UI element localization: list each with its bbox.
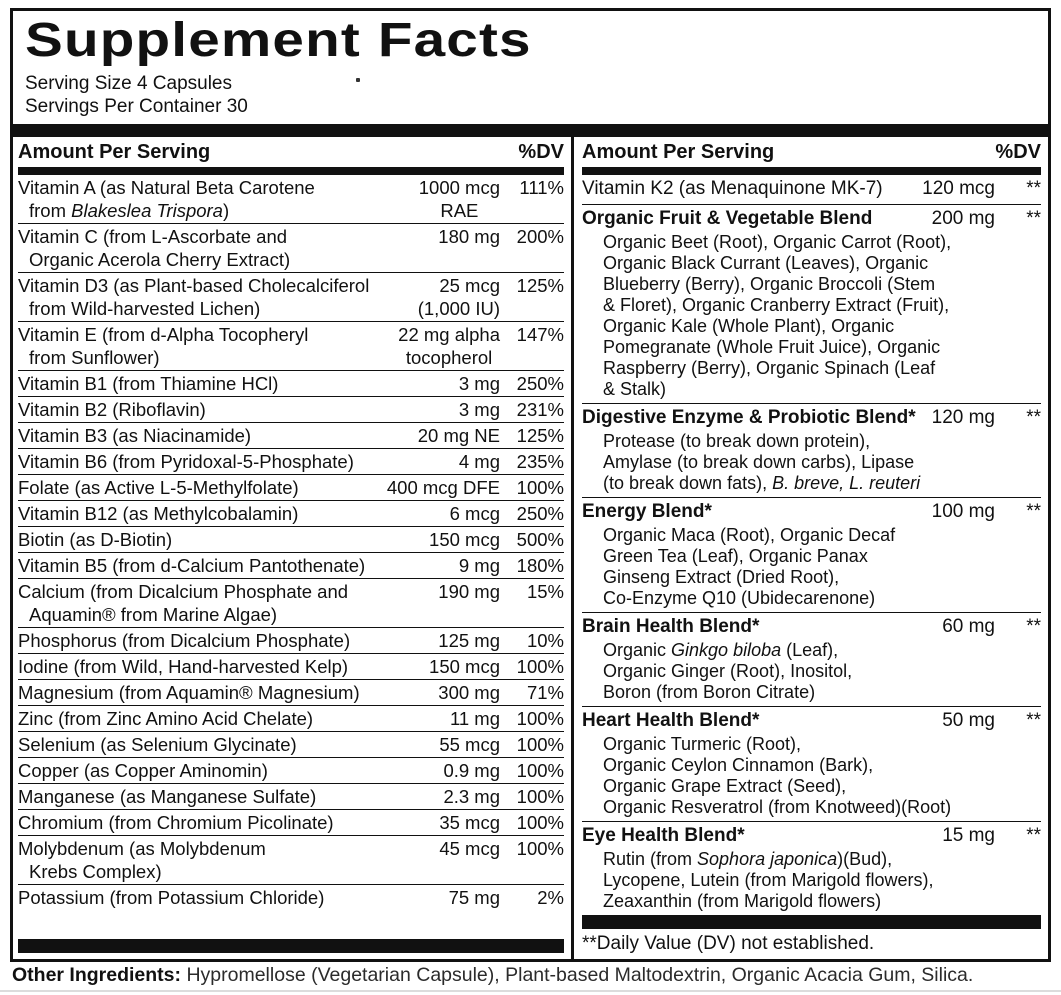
- nutrient-amount: [418, 424, 500, 447]
- nutrient-amount: [429, 655, 500, 678]
- nutrient-row: [18, 731, 564, 757]
- nutrient-name: [18, 225, 432, 271]
- nutrient-dv: 235%: [516, 451, 564, 473]
- percent-dv-label: %DV: [995, 141, 1041, 164]
- nutrient-amount: [450, 707, 500, 730]
- nutrient-amount: [459, 554, 500, 577]
- blend-row-top: [582, 824, 1041, 848]
- nutrient-name-line: Biotin (as D-Biotin): [18, 529, 173, 551]
- nutrient-dv: 100%: [516, 760, 564, 782]
- nutrient-amount: [418, 274, 500, 320]
- nutrient-amount: [438, 681, 500, 704]
- nutrient-amount-line: 75 mg: [448, 887, 500, 909]
- nutrient-amount-line: 400 mcg DFE: [386, 477, 500, 499]
- nutrient-row: [18, 757, 564, 783]
- nutrient-name-line: Vitamin B5 (from d-Calcium Pantothenate): [18, 555, 366, 577]
- nutrient-amount: [439, 733, 500, 756]
- nutrient-dv: 180%: [516, 555, 564, 577]
- nutrient-name: [18, 580, 432, 626]
- other-ingredients: [12, 964, 1052, 987]
- nutrient-row: [18, 223, 564, 272]
- nutrient-name-line: from Blakeslea Trispora): [29, 200, 230, 222]
- nutrient-amount: [429, 528, 500, 551]
- amount-per-serving-label: Amount Per Serving: [18, 141, 211, 164]
- blend-dv: **: [1026, 501, 1041, 523]
- nutrient-amount-line: 2.3 mg: [443, 786, 500, 808]
- nutrient-name-line: Vitamin B2 (Riboflavin): [18, 399, 206, 421]
- nutrient-name-line: Manganese (as Manganese Sulfate): [18, 786, 317, 808]
- blend-rows: [582, 175, 1041, 915]
- nutrient-name: [18, 476, 381, 499]
- nutrient-row: [18, 500, 564, 526]
- blend-details-line: Pomegranate (Whole Fruit Juice), Organic: [603, 337, 941, 358]
- nutrient-amount-line: RAE: [440, 200, 479, 222]
- left-column-header: [18, 137, 564, 167]
- nutrient-dv: 231%: [516, 399, 564, 421]
- nutrient-name: [18, 274, 412, 320]
- nutrient-amount-line: 9 mg: [458, 555, 500, 577]
- blend-details-line: Ginseng Extract (Dried Root),: [603, 567, 840, 588]
- servings-per-container: Servings Per Container 30: [25, 96, 248, 118]
- nutrient-amount-line: 3 mg: [458, 399, 500, 421]
- blend-details-line: Organic Grape Extract (Seed),: [603, 776, 847, 797]
- nutrient-rows: [18, 175, 564, 910]
- blend-details-line: Organic Black Currant (Leaves), Organic: [603, 253, 929, 274]
- blend-details-line: Protease (to break down protein),: [603, 431, 871, 452]
- nutrient-name-line: Potassium (from Potassium Chloride): [18, 887, 325, 909]
- nutrient-name-line: Selenium (as Selenium Glycinate): [18, 734, 297, 756]
- nutrient-name: [18, 528, 423, 551]
- nutrient-row: [18, 783, 564, 809]
- blend-details-line: Zeaxanthin (from Marigold flowers): [603, 891, 882, 912]
- nutrient-dv: 250%: [516, 373, 564, 395]
- blend-details-line: Organic Maca (Root), Organic Decaf: [603, 525, 896, 546]
- blend-details: [582, 733, 1041, 818]
- blend-amount: 60 mg: [942, 616, 995, 638]
- right-bottom-bar: [582, 915, 1041, 929]
- nutrient-amount-line: 11 mg: [449, 708, 500, 730]
- nutrient-amount-line: 150 mcg: [429, 656, 500, 678]
- nutrient-row: [18, 653, 564, 679]
- nutrient-name: [18, 424, 412, 447]
- nutrient-dv: 147%: [516, 324, 564, 346]
- nutrient-row: [18, 448, 564, 474]
- blend-details: [582, 231, 1041, 400]
- nutrient-amount: [459, 398, 500, 421]
- nutrient-amount: [459, 372, 500, 395]
- nutrient-row: [18, 396, 564, 422]
- nutrient-name-line: Calcium (from Dicalcium Phosphate and: [18, 581, 349, 603]
- nutrient-name-line: Vitamin B12 (as Methylcobalamin): [18, 503, 299, 525]
- blend-amount: 120 mg: [931, 407, 995, 429]
- nutrient-name-line: Vitamin C (from L-Ascorbate and: [18, 226, 288, 248]
- nutrient-name-line: Vitamin E (from d-Alpha Tocopheryl: [18, 324, 309, 346]
- nutrient-amount: [450, 502, 500, 525]
- nutrient-name: [18, 502, 444, 525]
- nutrient-dv: 100%: [516, 838, 564, 860]
- blend-details-line: Organic Ginger (Root), Inositol,: [603, 661, 853, 682]
- nutrient-row: [18, 835, 564, 884]
- page-title: Supplement Facts: [25, 14, 532, 67]
- nutrient-name-line: Magnesium (from Aquamin® Magnesium): [18, 682, 360, 704]
- nutrient-name-line: Phosphorus (from Dicalcium Phosphate): [18, 630, 351, 652]
- nutrient-amount-line: 180 mg: [438, 226, 500, 248]
- nutrient-name-line: Copper (as Copper Aminomin): [18, 760, 268, 782]
- blend-row: [582, 612, 1041, 706]
- blend-name: Energy Blend*: [582, 501, 712, 523]
- other-ingredients-label: Other Ingredients:: [12, 964, 182, 986]
- blend-details-line: Blueberry (Berry), Organic Broccoli (Stem: [603, 274, 936, 295]
- blend-name: Vitamin K2 (as Menaquinone MK-7): [582, 178, 883, 200]
- blend-name: Digestive Enzyme & Probiotic Blend*: [582, 407, 916, 429]
- nutrient-name-line: Iodine (from Wild, Hand-harvested Kelp): [18, 656, 349, 678]
- nutrient-dv: 200%: [516, 226, 564, 248]
- header-divider-bar: [18, 167, 564, 175]
- serving-size: Serving Size 4 Capsules: [25, 73, 232, 95]
- nutrient-name-line: Krebs Complex): [29, 861, 162, 883]
- nutrient-name-line: Aquamin® from Marine Algae): [29, 604, 278, 626]
- nutrient-name-line: Organic Acerola Cherry Extract): [29, 249, 291, 271]
- blend-details-line: Co-Enzyme Q10 (Ubidecarenone): [603, 588, 876, 609]
- nutrient-dv: 111%: [519, 177, 564, 199]
- nutrient-amount: [459, 450, 500, 473]
- nutrient-amount-line: 55 mcg: [439, 734, 500, 756]
- blend-amount: 15 mg: [942, 825, 995, 847]
- nutrient-row: [18, 370, 564, 396]
- blend-details-line: Lycopene, Lutein (from Marigold flowers),: [603, 870, 934, 891]
- blend-details-line: Boron (from Boron Citrate): [603, 682, 816, 703]
- nutrient-name-line: Vitamin B3 (as Niacinamide): [18, 425, 252, 447]
- blend-name: Brain Health Blend*: [582, 616, 760, 638]
- nutrient-row: [18, 272, 564, 321]
- left-bottom-bar: [18, 939, 564, 953]
- nutrient-name: [18, 785, 437, 808]
- blend-name: Heart Health Blend*: [582, 710, 760, 732]
- blend-details-line: Rutin (from Sophora japonica)(Bud),: [603, 849, 893, 870]
- nutrient-dv: 71%: [526, 682, 564, 704]
- nutrient-amount: [443, 759, 500, 782]
- nutrient-dv: 125%: [516, 275, 564, 297]
- blend-details-line: Green Tea (Leaf), Organic Panax: [603, 546, 868, 567]
- blend-name: Organic Fruit & Vegetable Blend: [582, 208, 873, 230]
- nutrient-amount-line: 0.9 mg: [443, 760, 500, 782]
- nutrient-amount: [438, 629, 500, 652]
- nutrient-dv: 125%: [516, 425, 564, 447]
- nutrient-row: [18, 705, 564, 731]
- blend-row: [582, 821, 1041, 915]
- header-divider-bar: [582, 167, 1041, 175]
- nutrient-row: [18, 175, 564, 223]
- nutrient-row: [18, 578, 564, 627]
- nutrient-dv: 100%: [516, 656, 564, 678]
- nutrient-amount-line: 150 mcg: [429, 529, 500, 551]
- nutrient-row: [18, 627, 564, 653]
- blend-details-line: Organic Beet (Root), Organic Carrot (Root),: [603, 232, 952, 253]
- blend-details: [582, 524, 1041, 609]
- nutrient-name-line: Vitamin B6 (from Pyridoxal-5-Phosphate): [18, 451, 354, 473]
- nutrient-dv: 250%: [516, 503, 564, 525]
- nutrient-dv: 100%: [516, 477, 564, 499]
- nutrient-name: [18, 323, 392, 369]
- nutrient-dv: 2%: [537, 887, 564, 909]
- nutrient-amount-line: 1000 mcg: [418, 177, 500, 199]
- left-column: [13, 137, 574, 959]
- nutrient-row: [18, 809, 564, 835]
- nutrient-row: [18, 321, 564, 370]
- nutrient-row: [18, 526, 564, 552]
- label-header: [13, 11, 1048, 118]
- nutrient-name: [18, 655, 423, 678]
- nutrient-amount-line: 20 mg NE: [417, 425, 500, 447]
- nutrient-amount: [438, 225, 500, 248]
- nutrient-dv: 500%: [516, 529, 564, 551]
- blend-amount: 100 mg: [931, 501, 995, 523]
- blend-dv: **: [1026, 208, 1041, 230]
- nutrient-name-line: Vitamin B1 (from Thiamine HCl): [18, 373, 279, 395]
- blend-row: [582, 497, 1041, 612]
- blend-row: [582, 175, 1041, 204]
- right-column-header: [582, 137, 1041, 167]
- nutrient-amount: [439, 837, 500, 860]
- nutrient-amount-line: 45 mcg: [439, 838, 500, 860]
- blend-details-line: Organic Resveratrol (from Knotweed)(Root): [603, 797, 952, 818]
- other-ingredients-text: Hypromellose (Vegetarian Capsule), Plant-based Maltodextrin, Organic Acacia Gum, Silica.: [181, 964, 974, 986]
- nutrient-name: [18, 811, 433, 834]
- nutrient-amount-line: 300 mg: [438, 682, 500, 704]
- blend-details-line: Amylase (to break down carbs), Lipase: [603, 452, 915, 473]
- blend-dv: **: [1026, 616, 1041, 638]
- nutrient-amount: [443, 785, 500, 808]
- nutrient-row: [18, 679, 564, 705]
- blend-details: [582, 639, 1041, 703]
- blend-details-line: Raspberry (Berry), Organic Spinach (Leaf: [603, 358, 936, 379]
- blend-dv: **: [1026, 710, 1041, 732]
- nutrient-name-line: Folate (as Active L-5-Methylfolate): [18, 477, 299, 499]
- nutrient-amount-line: 4 mg: [458, 451, 500, 473]
- nutrient-name: [18, 759, 437, 782]
- blend-name: Eye Health Blend*: [582, 825, 745, 847]
- blend-row-top: [582, 177, 1041, 201]
- nutrient-name: [18, 398, 453, 421]
- nutrient-name: [18, 450, 453, 473]
- nutrient-name: [18, 707, 444, 730]
- label-box: [10, 8, 1051, 962]
- blend-row: [582, 204, 1041, 403]
- nutrient-amount-line: 35 mcg: [439, 812, 500, 834]
- nutrient-amount-line: 22 mg alpha: [398, 324, 500, 346]
- nutrient-amount-line: 25 mcg: [439, 275, 500, 297]
- nutrient-name: [18, 837, 433, 883]
- blend-row-top: [582, 709, 1041, 733]
- blend-dv: **: [1026, 178, 1041, 200]
- blend-details-line: & Floret), Organic Cranberry Extract (Fruit),: [603, 295, 950, 316]
- blend-dv: **: [1026, 407, 1041, 429]
- bottom-edge-line: [0, 990, 1061, 992]
- nutrient-name: [18, 554, 453, 577]
- nutrient-name-line: from Sunflower): [29, 347, 160, 369]
- blend-amount: 200 mg: [931, 208, 995, 230]
- blend-details-line: Organic Kale (Whole Plant), Organic: [603, 316, 895, 337]
- nutrient-amount-line: tocopherol: [405, 347, 493, 369]
- nutrient-row: [18, 552, 564, 578]
- nutrient-name: [18, 733, 433, 756]
- nutrient-name-line: Vitamin D3 (as Plant-based Cholecalciferol: [18, 275, 370, 297]
- blend-row-top: [582, 615, 1041, 639]
- facts-columns: [13, 137, 1048, 959]
- blend-details-line: Organic Turmeric (Root),: [603, 734, 802, 755]
- nutrient-row: [18, 474, 564, 500]
- blend-details-line: Organic Ceylon Cinnamon (Bark),: [603, 755, 874, 776]
- nutrient-name: [18, 886, 443, 909]
- nutrient-dv: 10%: [526, 630, 564, 652]
- blend-details-line: & Stalk): [603, 379, 667, 400]
- blend-row-top: [582, 207, 1041, 231]
- nutrient-amount-line: (1,000 IU): [417, 298, 500, 320]
- nutrient-name: [18, 629, 432, 652]
- nutrient-amount: [438, 580, 500, 603]
- right-column: [574, 137, 1048, 959]
- nutrient-dv: 100%: [516, 708, 564, 730]
- nutrient-amount: [419, 176, 500, 222]
- nutrient-name: [18, 176, 413, 222]
- nutrient-amount: [387, 476, 500, 499]
- nutrient-dv: 15%: [526, 581, 564, 603]
- nutrient-amount-line: 190 mg: [438, 581, 500, 603]
- nutrient-amount: [449, 886, 500, 909]
- dv-footnote: **Daily Value (DV) not established.: [582, 933, 875, 955]
- stray-dot-artifact: [356, 78, 360, 82]
- blend-row: [582, 403, 1041, 497]
- nutrient-name: [18, 372, 453, 395]
- blend-details: [582, 848, 1041, 912]
- nutrient-amount-line: 3 mg: [458, 373, 500, 395]
- nutrient-name-line: Molybdenum (as Molybdenum: [18, 838, 266, 860]
- nutrient-amount: [439, 811, 500, 834]
- nutrient-dv: 100%: [516, 734, 564, 756]
- blend-details: [582, 430, 1041, 494]
- nutrient-row: [18, 884, 564, 910]
- nutrient-amount: [398, 323, 500, 369]
- nutrient-name-line: Vitamin A (as Natural Beta Carotene: [18, 177, 315, 199]
- blend-amount: 50 mg: [942, 710, 995, 732]
- blend-row: [582, 706, 1041, 821]
- nutrient-row: [18, 422, 564, 448]
- nutrient-dv: 100%: [516, 786, 564, 808]
- nutrient-dv: 100%: [516, 812, 564, 834]
- nutrient-amount-line: 125 mg: [438, 630, 500, 652]
- top-divider-bar: [13, 124, 1048, 137]
- blend-row-top: [582, 406, 1041, 430]
- nutrient-name-line: from Wild-harvested Lichen): [29, 298, 261, 320]
- percent-dv-label: %DV: [518, 141, 564, 164]
- blend-amount: 120 mcg: [922, 178, 995, 200]
- nutrient-name-line: Chromium (from Chromium Picolinate): [18, 812, 334, 834]
- blend-dv: **: [1026, 825, 1041, 847]
- nutrient-name: [18, 681, 432, 704]
- nutrient-amount-line: 6 mcg: [449, 503, 500, 525]
- blend-details-line: Organic Ginkgo biloba (Leaf),: [603, 640, 839, 661]
- amount-per-serving-label: Amount Per Serving: [582, 141, 775, 164]
- blend-row-top: [582, 500, 1041, 524]
- nutrient-name-line: Zinc (from Zinc Amino Acid Chelate): [18, 708, 314, 730]
- blend-details-line: (to break down fats), B. breve, L. reuteri: [603, 473, 921, 494]
